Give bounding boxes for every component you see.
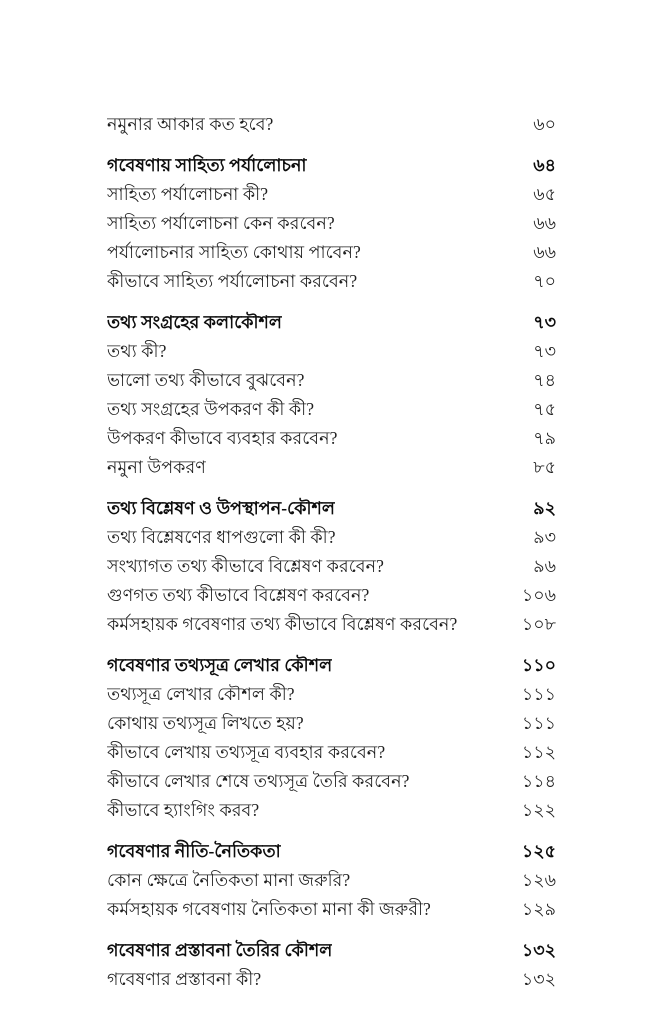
toc-chapter-title: গবেষণার নীতি-নৈতিকতা [107,841,281,861]
toc-chapter-heading-row[interactable] [107,651,556,680]
toc-page-number: ১২৬ [521,870,556,890]
toc-entry-row[interactable] [107,453,556,482]
section-citation-writing [107,651,556,825]
toc-entry-title: গুণগত তথ্য কীভাবে বিশ্লেষণ করবেন? [107,585,370,605]
toc-entry-title: কীভাবে লেখায় তথ্যসূত্র ব্যবহার করবেন? [107,742,386,762]
section-data-collection [107,308,556,482]
toc-entry-title: ভালো তথ্য কীভাবে বুঝবেন? [107,370,305,390]
toc-page-number: ১১০ [521,655,556,675]
toc-entry-row[interactable] [107,610,556,639]
toc-entry-row[interactable] [107,523,556,552]
toc-chapter-title: গবেষণার তথ্যসূত্র লেখার কৌশল [107,655,333,675]
toc-entry-row[interactable] [107,424,556,453]
toc-page-number: ১২৯ [521,899,556,919]
toc-entry-row[interactable] [107,552,556,581]
toc-entry-row[interactable] [107,767,556,796]
toc-entry-title: কোন ক্ষেত্রে নৈতিকতা মানা জরুরি? [107,870,351,890]
toc-entry-title: গবেষণার প্রস্তাবনা কী? [107,969,262,989]
toc-entry-title: কর্মসহায়ক গবেষণার তথ্য কীভাবে বিশ্লেষণ করবেন? [107,614,458,634]
toc-entry-title: পর্যালোচনার সাহিত্য কোথায় পাবেন? [107,242,361,262]
toc-entry-title: কীভাবে সাহিত্য পর্যালোচনা করবেন? [107,271,358,291]
toc-entry-title: তথ্য কী? [107,341,167,361]
toc-page-number: ৬৪ [533,155,556,175]
toc-entry-list [107,110,556,994]
toc-entry-title: কীভাবে হ্যাংগিং করব? [107,800,260,820]
toc-entry-row[interactable] [107,180,556,209]
section-research-ethics [107,837,556,924]
toc-page-number: ৭৪ [533,370,556,390]
toc-chapter-title: তথ্য সংগ্রহের কলাকৌশল [107,312,283,332]
toc-entry-title: কর্মসহায়ক গবেষণায় নৈতিকতা মানা কী জরুরী? [107,899,431,919]
toc-page-number: ৭৫ [533,399,556,419]
toc-page-number: ১০৬ [521,585,556,605]
toc-page-number: ১৩২ [521,940,556,960]
toc-entry-row[interactable] [107,709,556,738]
toc-page-number: ১১১ [521,713,556,733]
toc-entry-row[interactable] [107,965,556,994]
toc-page-number: ৬৬ [533,213,556,233]
toc-entry-title: তথ্যসূত্র লেখার কৌশল কী? [107,684,295,704]
toc-chapter-heading-row[interactable] [107,936,556,965]
toc-entry-row[interactable] [107,680,556,709]
toc-entry-title: উপকরণ কীভাবে ব্যবহার করবেন? [107,428,338,448]
toc-page-number: ৭৩ [533,341,556,361]
toc-entry-row[interactable] [107,267,556,296]
toc-entry-title: সাহিত্য পর্যালোচনা কেন করবেন? [107,213,335,233]
toc-entry-title: নমুনা উপকরণ [107,457,206,477]
toc-page-number: ৯৬ [533,556,556,576]
toc-entry-row[interactable] [107,238,556,267]
toc-entry-row[interactable] [107,209,556,238]
toc-chapter-title: গবেষণায় সাহিত্য পর্যালোচনা [107,155,307,175]
toc-chapter-heading-row[interactable] [107,494,556,523]
toc-chapter-heading-row[interactable] [107,837,556,866]
toc-entry-row[interactable] [107,395,556,424]
section-literature-review [107,151,556,296]
toc-page-number: ৮৫ [533,457,556,477]
toc-page-number: ৯৩ [533,527,556,547]
toc-entry-row[interactable] [107,738,556,767]
toc-entry-row[interactable] [107,866,556,895]
toc-entry-row[interactable] [107,110,556,139]
toc-chapter-heading-row[interactable] [107,151,556,180]
section-research-proposal [107,936,556,994]
section-sample-size-tail [107,110,556,139]
toc-entry-row[interactable] [107,581,556,610]
toc-page-number: ৬০ [533,114,556,134]
toc-entry-title: সংখ্যাগত তথ্য কীভাবে বিশ্লেষণ করবেন? [107,556,384,576]
toc-entry-title: কীভাবে লেখার শেষে তথ্যসূত্র তৈরি করবেন? [107,771,410,791]
toc-page-number: ৯২ [533,498,556,518]
toc-entry-title: নমুনার আকার কত হবে? [107,114,274,134]
toc-chapter-heading-row[interactable] [107,308,556,337]
toc-page-number: ১১৪ [521,771,556,791]
toc-entry-title: তথ্য বিশ্লেষণের ধাপগুলো কী কী? [107,527,336,547]
toc-entry-title: তথ্য সংগ্রহের উপকরণ কী কী? [107,399,315,419]
toc-entry-title: সাহিত্য পর্যালোচনা কী? [107,184,269,204]
toc-entry-row[interactable] [107,366,556,395]
toc-page-number: ১১১ [521,684,556,704]
toc-entry-row[interactable] [107,796,556,825]
toc-page-number: ৭৯ [533,428,556,448]
section-data-analysis [107,494,556,639]
toc-chapter-title: তথ্য বিশ্লেষণ ও উপস্থাপন-কৌশল [107,498,335,518]
toc-page-number: ৭৩ [533,312,556,332]
toc-entry-row[interactable] [107,337,556,366]
toc-chapter-title: গবেষণার প্রস্তাবনা তৈরির কৌশল [107,940,333,960]
toc-page-number: ৭০ [533,271,556,291]
toc-entry-title: কোথায় তথ্যসূত্র লিখতে হয়? [107,713,304,733]
toc-page-number: ৬৬ [533,242,556,262]
toc-page-number: ১২২ [521,800,556,820]
toc-page-number: ৬৫ [533,184,556,204]
toc-entry-row[interactable] [107,895,556,924]
toc-page-number: ১৩২ [521,969,556,989]
toc-page-number: ১১২ [521,742,556,762]
toc-page-number: ১০৮ [521,614,556,634]
toc-page-number: ১২৫ [521,841,556,861]
